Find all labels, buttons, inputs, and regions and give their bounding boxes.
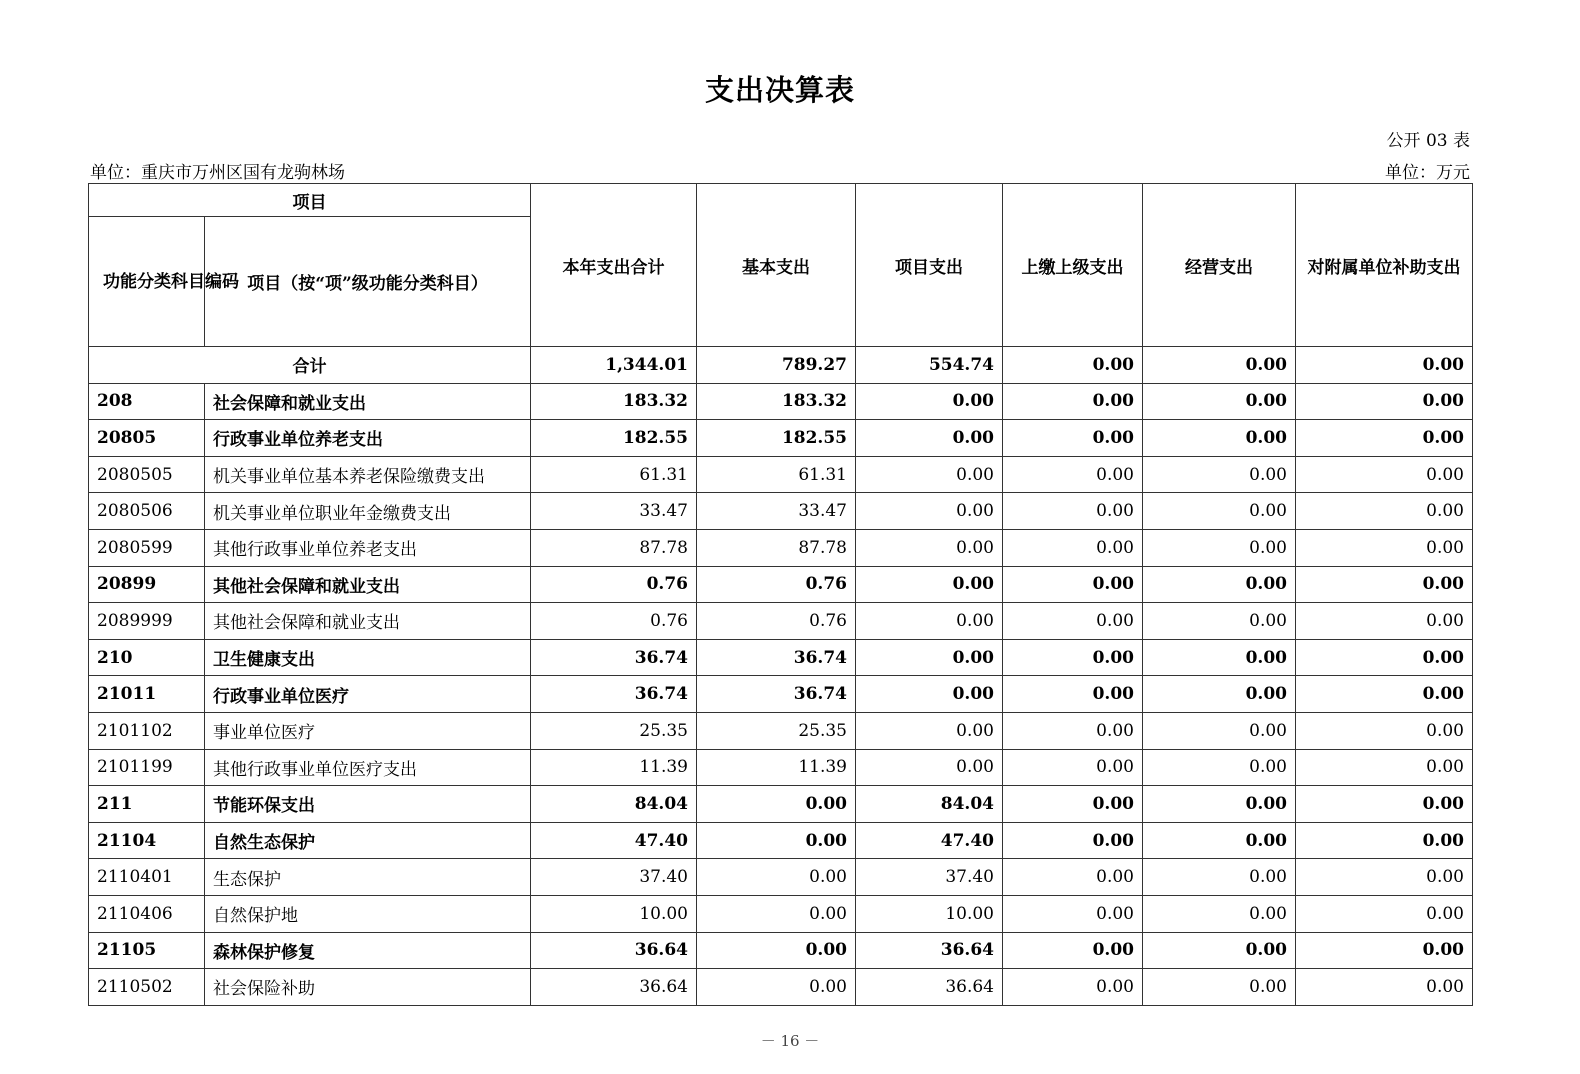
header-basic: 基本支出	[697, 184, 856, 347]
business-cell: 0.00	[1143, 895, 1296, 932]
business-cell: 0.00	[1143, 786, 1296, 823]
subsidy-cell: 0.00	[1296, 456, 1473, 493]
total-cell: 47.40	[531, 822, 697, 859]
project-cell: 0.00	[856, 749, 1003, 786]
code-cell: 208	[89, 383, 205, 420]
project-cell: 84.04	[856, 786, 1003, 823]
name-cell: 事业单位医疗	[205, 712, 531, 749]
basic-cell: 0.00	[697, 822, 856, 859]
upper-cell: 0.00	[1003, 456, 1143, 493]
business-cell: 0.00	[1143, 676, 1296, 713]
table-row	[89, 529, 1473, 566]
total-cell: 25.35	[531, 712, 697, 749]
code-cell: 20805	[89, 420, 205, 457]
basic-cell: 182.55	[697, 420, 856, 457]
upper-cell: 0.00	[1003, 639, 1143, 676]
header-name: 项目（按“项”级功能分类科目）	[205, 217, 531, 347]
business-cell: 0.00	[1143, 932, 1296, 969]
code-cell: 210	[89, 639, 205, 676]
subsidy-cell: 0.00	[1296, 932, 1473, 969]
total-cell: 36.64	[531, 969, 697, 1006]
header-subsidy: 对附属单位补助支出	[1296, 184, 1473, 347]
upper-cell: 0.00	[1003, 420, 1143, 457]
name-cell: 社会保险补助	[205, 969, 531, 1006]
upper-cell: 0.00	[1003, 383, 1143, 420]
header-total: 本年支出合计	[531, 184, 697, 347]
subsidy-cell: 0.00	[1296, 493, 1473, 530]
upper-cell: 0.00	[1003, 347, 1143, 384]
upper-cell: 0.00	[1003, 859, 1143, 896]
project-cell: 554.74	[856, 347, 1003, 384]
basic-cell: 183.32	[697, 383, 856, 420]
business-cell: 0.00	[1143, 383, 1296, 420]
upper-cell: 0.00	[1003, 895, 1143, 932]
basic-cell: 11.39	[697, 749, 856, 786]
code-cell: 21105	[89, 932, 205, 969]
table-row	[89, 603, 1473, 640]
code-cell: 2110401	[89, 859, 205, 896]
code-cell: 2089999	[89, 603, 205, 640]
code-cell: 2080505	[89, 456, 205, 493]
table-row	[89, 712, 1473, 749]
subsidy-cell: 0.00	[1296, 969, 1473, 1006]
upper-cell: 0.00	[1003, 969, 1143, 1006]
upper-cell: 0.00	[1003, 676, 1143, 713]
name-cell: 卫生健康支出	[205, 639, 531, 676]
page-title: 支出决算表	[704, 73, 855, 107]
table-row	[89, 456, 1473, 493]
basic-cell: 789.27	[697, 347, 856, 384]
table-row	[89, 749, 1473, 786]
basic-cell: 36.74	[697, 676, 856, 713]
code-cell: 2101102	[89, 712, 205, 749]
project-cell: 37.40	[856, 859, 1003, 896]
expenditure-table	[88, 183, 1473, 1006]
code-cell: 211	[89, 786, 205, 823]
header-code: 功能分类科目编码	[89, 217, 205, 347]
name-cell: 机关事业单位职业年金缴费支出	[205, 493, 531, 530]
total-label: 合计	[89, 347, 531, 384]
upper-cell: 0.00	[1003, 566, 1143, 603]
table-row	[89, 822, 1473, 859]
total-cell: 36.64	[531, 932, 697, 969]
name-cell: 其他社会保障和就业支出	[205, 566, 531, 603]
upper-cell: 0.00	[1003, 493, 1143, 530]
basic-cell: 36.74	[697, 639, 856, 676]
subsidy-cell: 0.00	[1296, 859, 1473, 896]
project-cell: 36.64	[856, 932, 1003, 969]
project-cell: 47.40	[856, 822, 1003, 859]
name-cell: 其他社会保障和就业支出	[205, 603, 531, 640]
subsidy-cell: 0.00	[1296, 786, 1473, 823]
header-upper: 上缴上级支出	[1003, 184, 1143, 347]
name-cell: 生态保护	[205, 859, 531, 896]
business-cell: 0.00	[1143, 639, 1296, 676]
business-cell: 0.00	[1143, 859, 1296, 896]
basic-cell: 61.31	[697, 456, 856, 493]
business-cell: 0.00	[1143, 712, 1296, 749]
project-cell: 0.00	[856, 420, 1003, 457]
header-business: 经营支出	[1143, 184, 1296, 347]
subsidy-cell: 0.00	[1296, 529, 1473, 566]
basic-cell: 0.00	[697, 786, 856, 823]
basic-cell: 0.00	[697, 969, 856, 1006]
upper-cell: 0.00	[1003, 749, 1143, 786]
table-row	[89, 786, 1473, 823]
name-cell: 机关事业单位基本养老保险缴费支出	[205, 456, 531, 493]
subsidy-cell: 0.00	[1296, 639, 1473, 676]
total-cell: 10.00	[531, 895, 697, 932]
name-cell: 其他行政事业单位养老支出	[205, 529, 531, 566]
header-item: 项目	[89, 184, 531, 217]
project-cell: 0.00	[856, 529, 1003, 566]
subsidy-cell: 0.00	[1296, 895, 1473, 932]
total-cell: 183.32	[531, 383, 697, 420]
code-cell: 20899	[89, 566, 205, 603]
project-cell: 0.00	[856, 493, 1003, 530]
business-cell: 0.00	[1143, 969, 1296, 1006]
subsidy-cell: 0.00	[1296, 603, 1473, 640]
table-row	[89, 932, 1473, 969]
total-cell: 36.74	[531, 676, 697, 713]
table-row	[89, 383, 1473, 420]
business-cell: 0.00	[1143, 420, 1296, 457]
basic-cell: 0.00	[697, 859, 856, 896]
basic-cell: 87.78	[697, 529, 856, 566]
name-cell: 森林保护修复	[205, 932, 531, 969]
basic-cell: 0.76	[697, 603, 856, 640]
subsidy-cell: 0.00	[1296, 676, 1473, 713]
name-cell: 行政事业单位医疗	[205, 676, 531, 713]
total-cell: 37.40	[531, 859, 697, 896]
table-row	[89, 859, 1473, 896]
business-cell: 0.00	[1143, 493, 1296, 530]
project-cell: 0.00	[856, 456, 1003, 493]
upper-cell: 0.00	[1003, 932, 1143, 969]
code-cell: 21104	[89, 822, 205, 859]
name-cell: 自然生态保护	[205, 822, 531, 859]
name-cell: 社会保障和就业支出	[205, 383, 531, 420]
name-cell: 自然保护地	[205, 895, 531, 932]
total-cell: 87.78	[531, 529, 697, 566]
total-cell: 36.74	[531, 639, 697, 676]
upper-cell: 0.00	[1003, 529, 1143, 566]
project-cell: 0.00	[856, 639, 1003, 676]
upper-cell: 0.00	[1003, 603, 1143, 640]
project-cell: 0.00	[856, 566, 1003, 603]
table-row	[89, 493, 1473, 530]
basic-cell: 0.00	[697, 932, 856, 969]
subsidy-cell: 0.00	[1296, 347, 1473, 384]
header-project: 项目支出	[856, 184, 1003, 347]
name-cell: 行政事业单位养老支出	[205, 420, 531, 457]
total-cell: 1,344.01	[531, 347, 697, 384]
business-cell: 0.00	[1143, 566, 1296, 603]
subsidy-cell: 0.00	[1296, 822, 1473, 859]
form-code: 公开 03 表	[1386, 131, 1470, 151]
upper-cell: 0.00	[1003, 822, 1143, 859]
total-cell: 33.47	[531, 493, 697, 530]
code-cell: 2080599	[89, 529, 205, 566]
table-row	[89, 895, 1473, 932]
subsidy-cell: 0.00	[1296, 712, 1473, 749]
project-cell: 36.64	[856, 969, 1003, 1006]
table-row	[89, 420, 1473, 457]
subsidy-cell: 0.00	[1296, 420, 1473, 457]
business-cell: 0.00	[1143, 456, 1296, 493]
total-cell: 0.76	[531, 566, 697, 603]
total-row	[89, 347, 1473, 384]
subsidy-cell: 0.00	[1296, 749, 1473, 786]
upper-cell: 0.00	[1003, 786, 1143, 823]
total-cell: 11.39	[531, 749, 697, 786]
table-row	[89, 566, 1473, 603]
project-cell: 0.00	[856, 383, 1003, 420]
currency-unit: 单位：万元	[1385, 163, 1470, 183]
upper-cell: 0.00	[1003, 712, 1143, 749]
business-cell: 0.00	[1143, 347, 1296, 384]
total-cell: 182.55	[531, 420, 697, 457]
code-cell: 2101199	[89, 749, 205, 786]
code-cell: 21011	[89, 676, 205, 713]
business-cell: 0.00	[1143, 749, 1296, 786]
business-cell: 0.00	[1143, 822, 1296, 859]
basic-cell: 0.76	[697, 566, 856, 603]
page-number: － 16 －	[760, 1032, 820, 1050]
project-cell: 10.00	[856, 895, 1003, 932]
basic-cell: 0.00	[697, 895, 856, 932]
table-row	[89, 676, 1473, 713]
name-cell: 节能环保支出	[205, 786, 531, 823]
project-cell: 0.00	[856, 712, 1003, 749]
basic-cell: 25.35	[697, 712, 856, 749]
basic-cell: 33.47	[697, 493, 856, 530]
project-cell: 0.00	[856, 603, 1003, 640]
total-cell: 61.31	[531, 456, 697, 493]
code-cell: 2110502	[89, 969, 205, 1006]
table-row	[89, 639, 1473, 676]
code-cell: 2110406	[89, 895, 205, 932]
business-cell: 0.00	[1143, 529, 1296, 566]
business-cell: 0.00	[1143, 603, 1296, 640]
subsidy-cell: 0.00	[1296, 383, 1473, 420]
unit-name: 单位：重庆市万州区国有龙驹林场	[90, 163, 345, 183]
code-cell: 2080506	[89, 493, 205, 530]
total-cell: 84.04	[531, 786, 697, 823]
project-cell: 0.00	[856, 676, 1003, 713]
name-cell: 其他行政事业单位医疗支出	[205, 749, 531, 786]
total-cell: 0.76	[531, 603, 697, 640]
subsidy-cell: 0.00	[1296, 566, 1473, 603]
table-row	[89, 969, 1473, 1006]
